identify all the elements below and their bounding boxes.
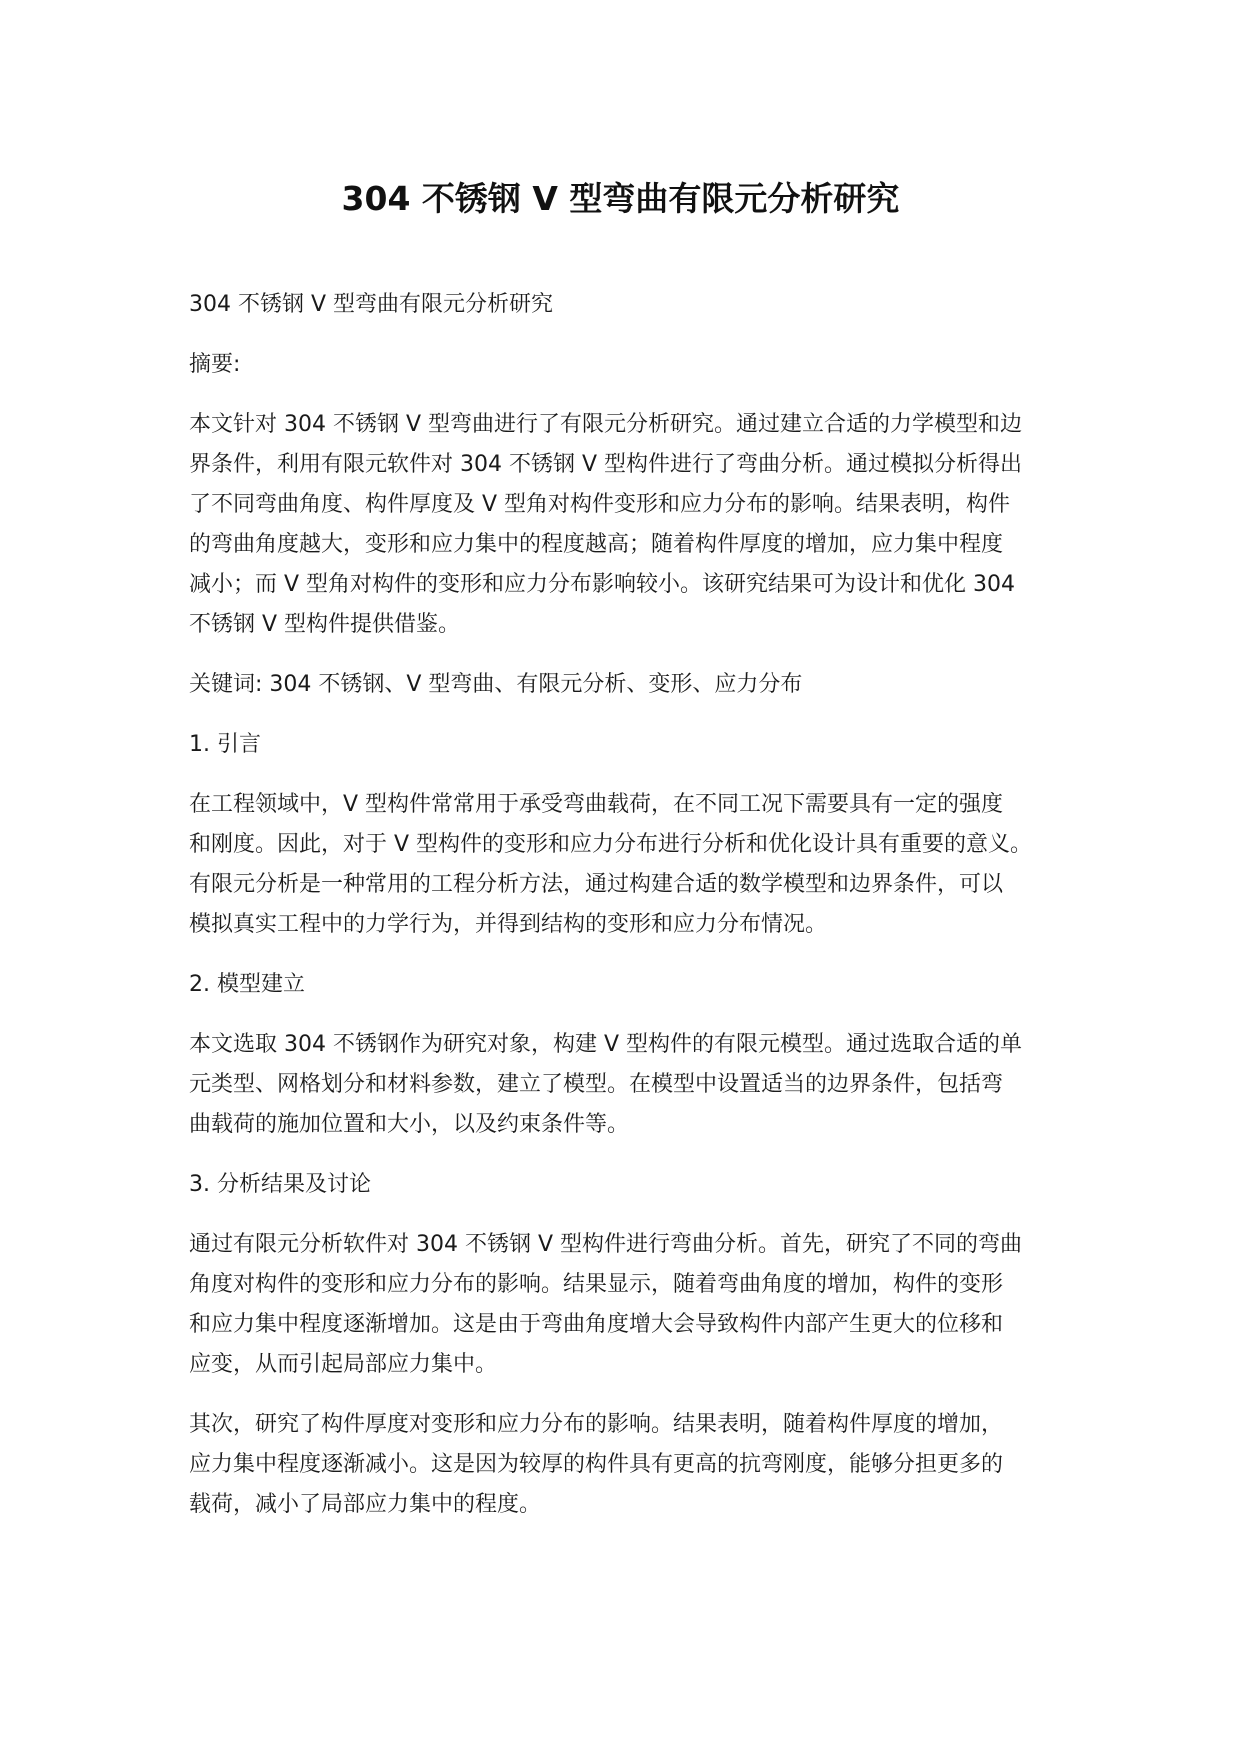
section-heading-results: 3. 分析结果及讨论	[189, 1172, 371, 1197]
abstract-heading: 摘要:	[189, 352, 241, 377]
subtitle-paragraph: 304 不锈钢 V 型弯曲有限元分析研究	[189, 292, 554, 317]
results-paragraph-1: 通过有限元分析软件对 304 不锈钢 V 型构件进行弯曲分析。首先，研究了不同的弯曲 角度对构件的变形和应力分布的影响。结果显示，随着弯曲角度的增加，构件的变形 和应力集中程度逐渐增加。这是由于弯曲角度增大会导致构件内部产生更大的位移和 应变，从而引起局部应力集中。	[189, 1232, 1023, 1377]
abstract-paragraph: 本文针对 304 不锈钢 V 型弯曲进行了有限元分析研究。通过建立合适的力学模型和边 界条件，利用有限元软件对 304 不锈钢 V 型构件进行了弯曲分析。通过模拟分析得出 了不同弯曲角度、构件厚度及 V 型角对构件变形和应力分布的影响。结果表明，构件 的弯曲角度越大，变形和应力集中的程度越高；随着构件厚度的增加，应力集中程度 减小；而 V 型角对构件的变形和应力分布影响较小。该研究结果可为设计和优化 304 不锈钢 V 型构件提供借鉴。	[189, 412, 1023, 637]
results-paragraph-2: 其次，研究了构件厚度对变形和应力分布的影响。结果表明，随着构件厚度的增加， 应力集中程度逐渐减小。这是因为较厚的构件具有更高的抗弯刚度，能够分担更多的 载荷，减小了局部应力集中的程度。	[189, 1412, 1004, 1517]
keywords-paragraph: 关键词: 304 不锈钢、V 型弯曲、有限元分析、变形、应力分布	[189, 672, 803, 697]
document-title: 304 不锈钢 V 型弯曲有限元分析研究	[341, 179, 900, 218]
introduction-paragraph: 在工程领域中，V 型构件常常用于承受弯曲载荷，在不同工况下需要具有一定的强度 和刚度。因此，对于 V 型构件的变形和应力分布进行分析和优化设计具有重要的意义。 有限元分析是一种常用的工程分析方法，通过构建合适的数学模型和边界条件，可以 模拟真实工程中的力学行为，并得到结构的变形和应力分布情况。	[189, 792, 1033, 937]
section-heading-model: 2. 模型建立	[189, 972, 305, 997]
document-body	[189, 285, 1079, 1525]
section-heading-introduction: 1. 引言	[189, 732, 261, 757]
model-paragraph: 本文选取 304 不锈钢作为研究对象，构建 V 型构件的有限元模型。通过选取合适的单 元类型、网格划分和材料参数，建立了模型。在模型中设置适当的边界条件，包括弯 曲载荷的施加位置和大小，以及约束条件等。	[189, 1032, 1023, 1137]
